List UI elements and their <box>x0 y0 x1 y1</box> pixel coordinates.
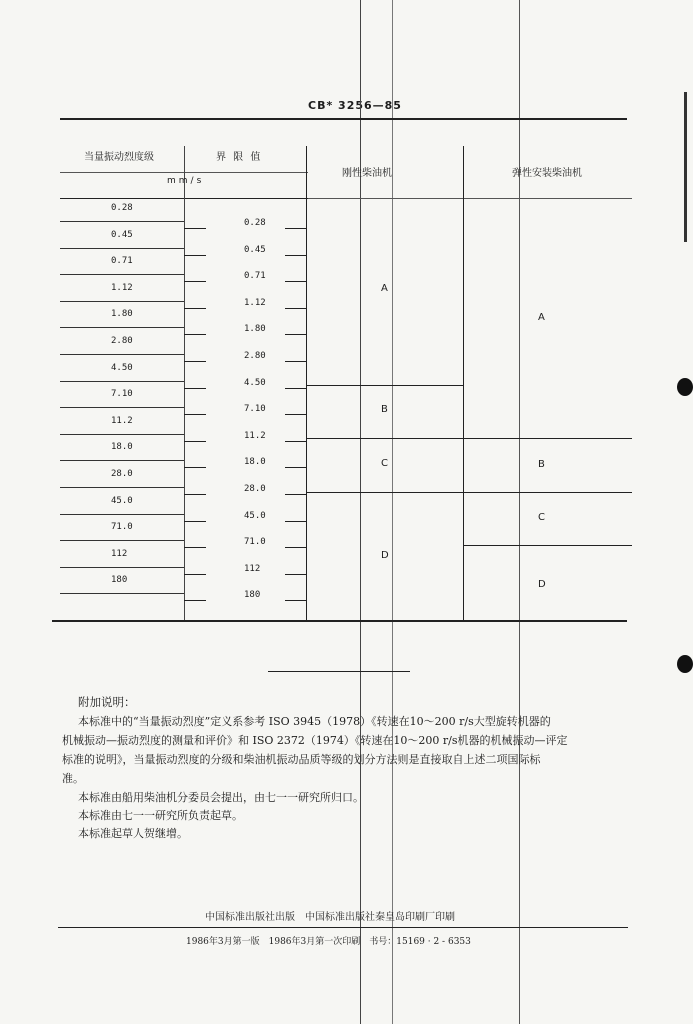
grade-value: 71.0 <box>111 522 133 533</box>
scan-line <box>519 0 520 1024</box>
grade-value: 7.10 <box>111 389 133 400</box>
header-bottom-rule-right <box>308 198 632 199</box>
limit-value: 45.0 <box>244 510 266 521</box>
limit-tick-right <box>285 361 306 362</box>
rigid-class-d: D <box>381 550 389 561</box>
notes-paragraph-1-line-3: 标准的说明》，当量振动烈度的分级和柴油机振动品质等级的划分方法则是直接取自上述二项国际标 <box>62 753 541 766</box>
limit-tick-right <box>285 255 306 256</box>
limit-tick-left <box>184 414 206 415</box>
scan-line <box>360 0 361 1024</box>
rigid-boundary-bc <box>306 438 632 439</box>
grade-value: 11.2 <box>111 415 133 426</box>
limit-value: 1.80 <box>244 324 266 335</box>
limit-tick-left <box>184 228 206 229</box>
elastic-class-c: C <box>538 512 545 523</box>
notes-paragraph-4: 本标准起草人贺继增。 <box>78 827 188 840</box>
grade-row-rule <box>60 327 184 328</box>
limit-tick-left <box>184 521 206 522</box>
limit-column-header: 界 限 值 <box>216 152 263 163</box>
limit-value: 4.50 <box>244 377 266 388</box>
limit-value: 112 <box>244 563 261 574</box>
limit-tick-right <box>285 228 306 229</box>
limit-tick-left <box>184 334 206 335</box>
limit-tick-left <box>184 388 206 389</box>
limit-tick-left <box>184 281 206 282</box>
elastic-class-b: B <box>538 459 545 470</box>
limit-value: 18.0 <box>244 457 266 468</box>
notes-paragraph-2: 本标准由船用柴油机分委员会提出，由七一一研究所归口。 <box>78 791 364 804</box>
notes-title: 附加说明： <box>78 695 136 709</box>
punch-hole-bottom <box>677 655 693 673</box>
binding-edge-mark <box>684 92 693 242</box>
grade-value: 45.0 <box>111 495 133 506</box>
rigid-class-b: B <box>381 404 388 415</box>
elastic-class-d: D <box>538 579 546 590</box>
notes-paragraph-1-line-4: 准。 <box>62 772 84 785</box>
limit-tick-right <box>285 547 306 548</box>
limit-col-separator <box>306 146 307 620</box>
limit-tick-right <box>285 334 306 335</box>
grade-row-rule <box>60 540 184 541</box>
rigid-boundary-ab <box>306 385 464 386</box>
grade-row-rule <box>60 460 184 461</box>
limit-value: 180 <box>244 590 261 601</box>
grade-value: 1.12 <box>111 282 133 293</box>
grade-row-rule <box>60 248 184 249</box>
grade-value: 0.71 <box>111 256 133 267</box>
grade-value: 112 <box>111 548 128 559</box>
limit-value: 7.10 <box>244 404 266 415</box>
limit-tick-right <box>285 414 306 415</box>
limit-tick-left <box>184 574 206 575</box>
limit-tick-right <box>285 308 306 309</box>
elastic-class-a: A <box>538 312 545 323</box>
footer-rule <box>58 927 628 928</box>
grade-value: 28.0 <box>111 469 133 479</box>
limit-tick-right <box>285 467 306 468</box>
unit-label: mm/s <box>167 176 205 186</box>
limit-value: 0.45 <box>244 244 266 255</box>
limit-tick-left <box>184 494 206 495</box>
limit-tick-right <box>285 494 306 495</box>
page-header: CB* 3256—85 <box>308 99 402 112</box>
grade-value: 180 <box>111 575 128 586</box>
notes-paragraph-1-line-1: 本标准中的“当量振动烈度”定义系参考 ISO 3945（1978）《转速在10～200 r/s大型旋转机器的 <box>78 715 551 728</box>
grade-col-separator <box>184 146 185 620</box>
grade-row-rule <box>60 221 184 222</box>
limit-tick-left <box>184 441 206 442</box>
grade-column-header: 当量振动烈度级 <box>84 152 154 163</box>
grade-value: 0.28 <box>111 203 133 213</box>
grade-value: 1.80 <box>111 309 133 320</box>
scan-line <box>392 0 393 1024</box>
grade-value: 2.80 <box>111 336 133 346</box>
grade-row-rule <box>60 567 184 568</box>
elastic-engine-header: 弹性安装柴油机 <box>512 168 582 179</box>
limit-value: 28.0 <box>244 484 266 494</box>
rigid-class-a: A <box>381 283 388 294</box>
punch-hole-top <box>677 378 693 396</box>
table-top-rule <box>60 118 627 120</box>
limit-tick-right <box>285 441 306 442</box>
limit-value: 0.28 <box>244 218 266 228</box>
grade-row-rule <box>60 274 184 275</box>
limit-tick-left <box>184 255 206 256</box>
limit-tick-right <box>285 574 306 575</box>
grade-row-rule <box>60 301 184 302</box>
rigid-engine-header: 刚性柴油机 <box>342 168 392 179</box>
limit-value: 11.2 <box>244 430 266 441</box>
notes-paragraph-3: 本标准由七一一研究所负责起草。 <box>78 809 243 822</box>
limit-tick-left <box>184 361 206 362</box>
rigid-class-c: C <box>381 458 388 469</box>
limit-value: 1.12 <box>244 297 266 308</box>
limit-tick-left <box>184 308 206 309</box>
limit-tick-right <box>285 521 306 522</box>
table-bottom-rule <box>52 620 627 622</box>
limit-tick-right <box>285 388 306 389</box>
notes-paragraph-1-line-2: 机械振动—振动烈度的测量和评价》和 ISO 2372（1974）《转速在10～200 r/s机器的机械振动—评定 <box>62 734 568 747</box>
grade-row-rule <box>60 514 184 515</box>
limit-tick-left <box>184 547 206 548</box>
limit-value: 2.80 <box>244 351 266 361</box>
grade-value: 0.45 <box>111 229 133 240</box>
grade-row-rule <box>60 434 184 435</box>
grade-row-rule <box>60 593 184 594</box>
section-divider <box>268 671 410 672</box>
limit-value: 0.71 <box>244 271 266 282</box>
limit-tick-right <box>285 600 306 601</box>
limit-tick-left <box>184 600 206 601</box>
limit-tick-right <box>285 281 306 282</box>
grade-value: 18.0 <box>111 442 133 453</box>
grade-row-rule <box>60 487 184 488</box>
publisher-line: 中国标准出版社出版 中国标准出版社秦皇岛印刷厂印刷 <box>205 912 455 923</box>
grade-value: 4.50 <box>111 362 133 373</box>
grade-row-rule <box>60 381 184 382</box>
limit-value: 71.0 <box>244 537 266 548</box>
limit-tick-left <box>184 467 206 468</box>
edition-line: 1986年3月第一版 1986年3月第一次印刷 书号：15169 · 2 - 6353 <box>186 937 471 947</box>
grade-row-rule <box>60 354 184 355</box>
elastic-boundary-cd <box>463 545 632 546</box>
engine-col-separator <box>463 146 464 620</box>
grade-row-rule <box>60 407 184 408</box>
rigid-boundary-cd <box>306 492 632 493</box>
